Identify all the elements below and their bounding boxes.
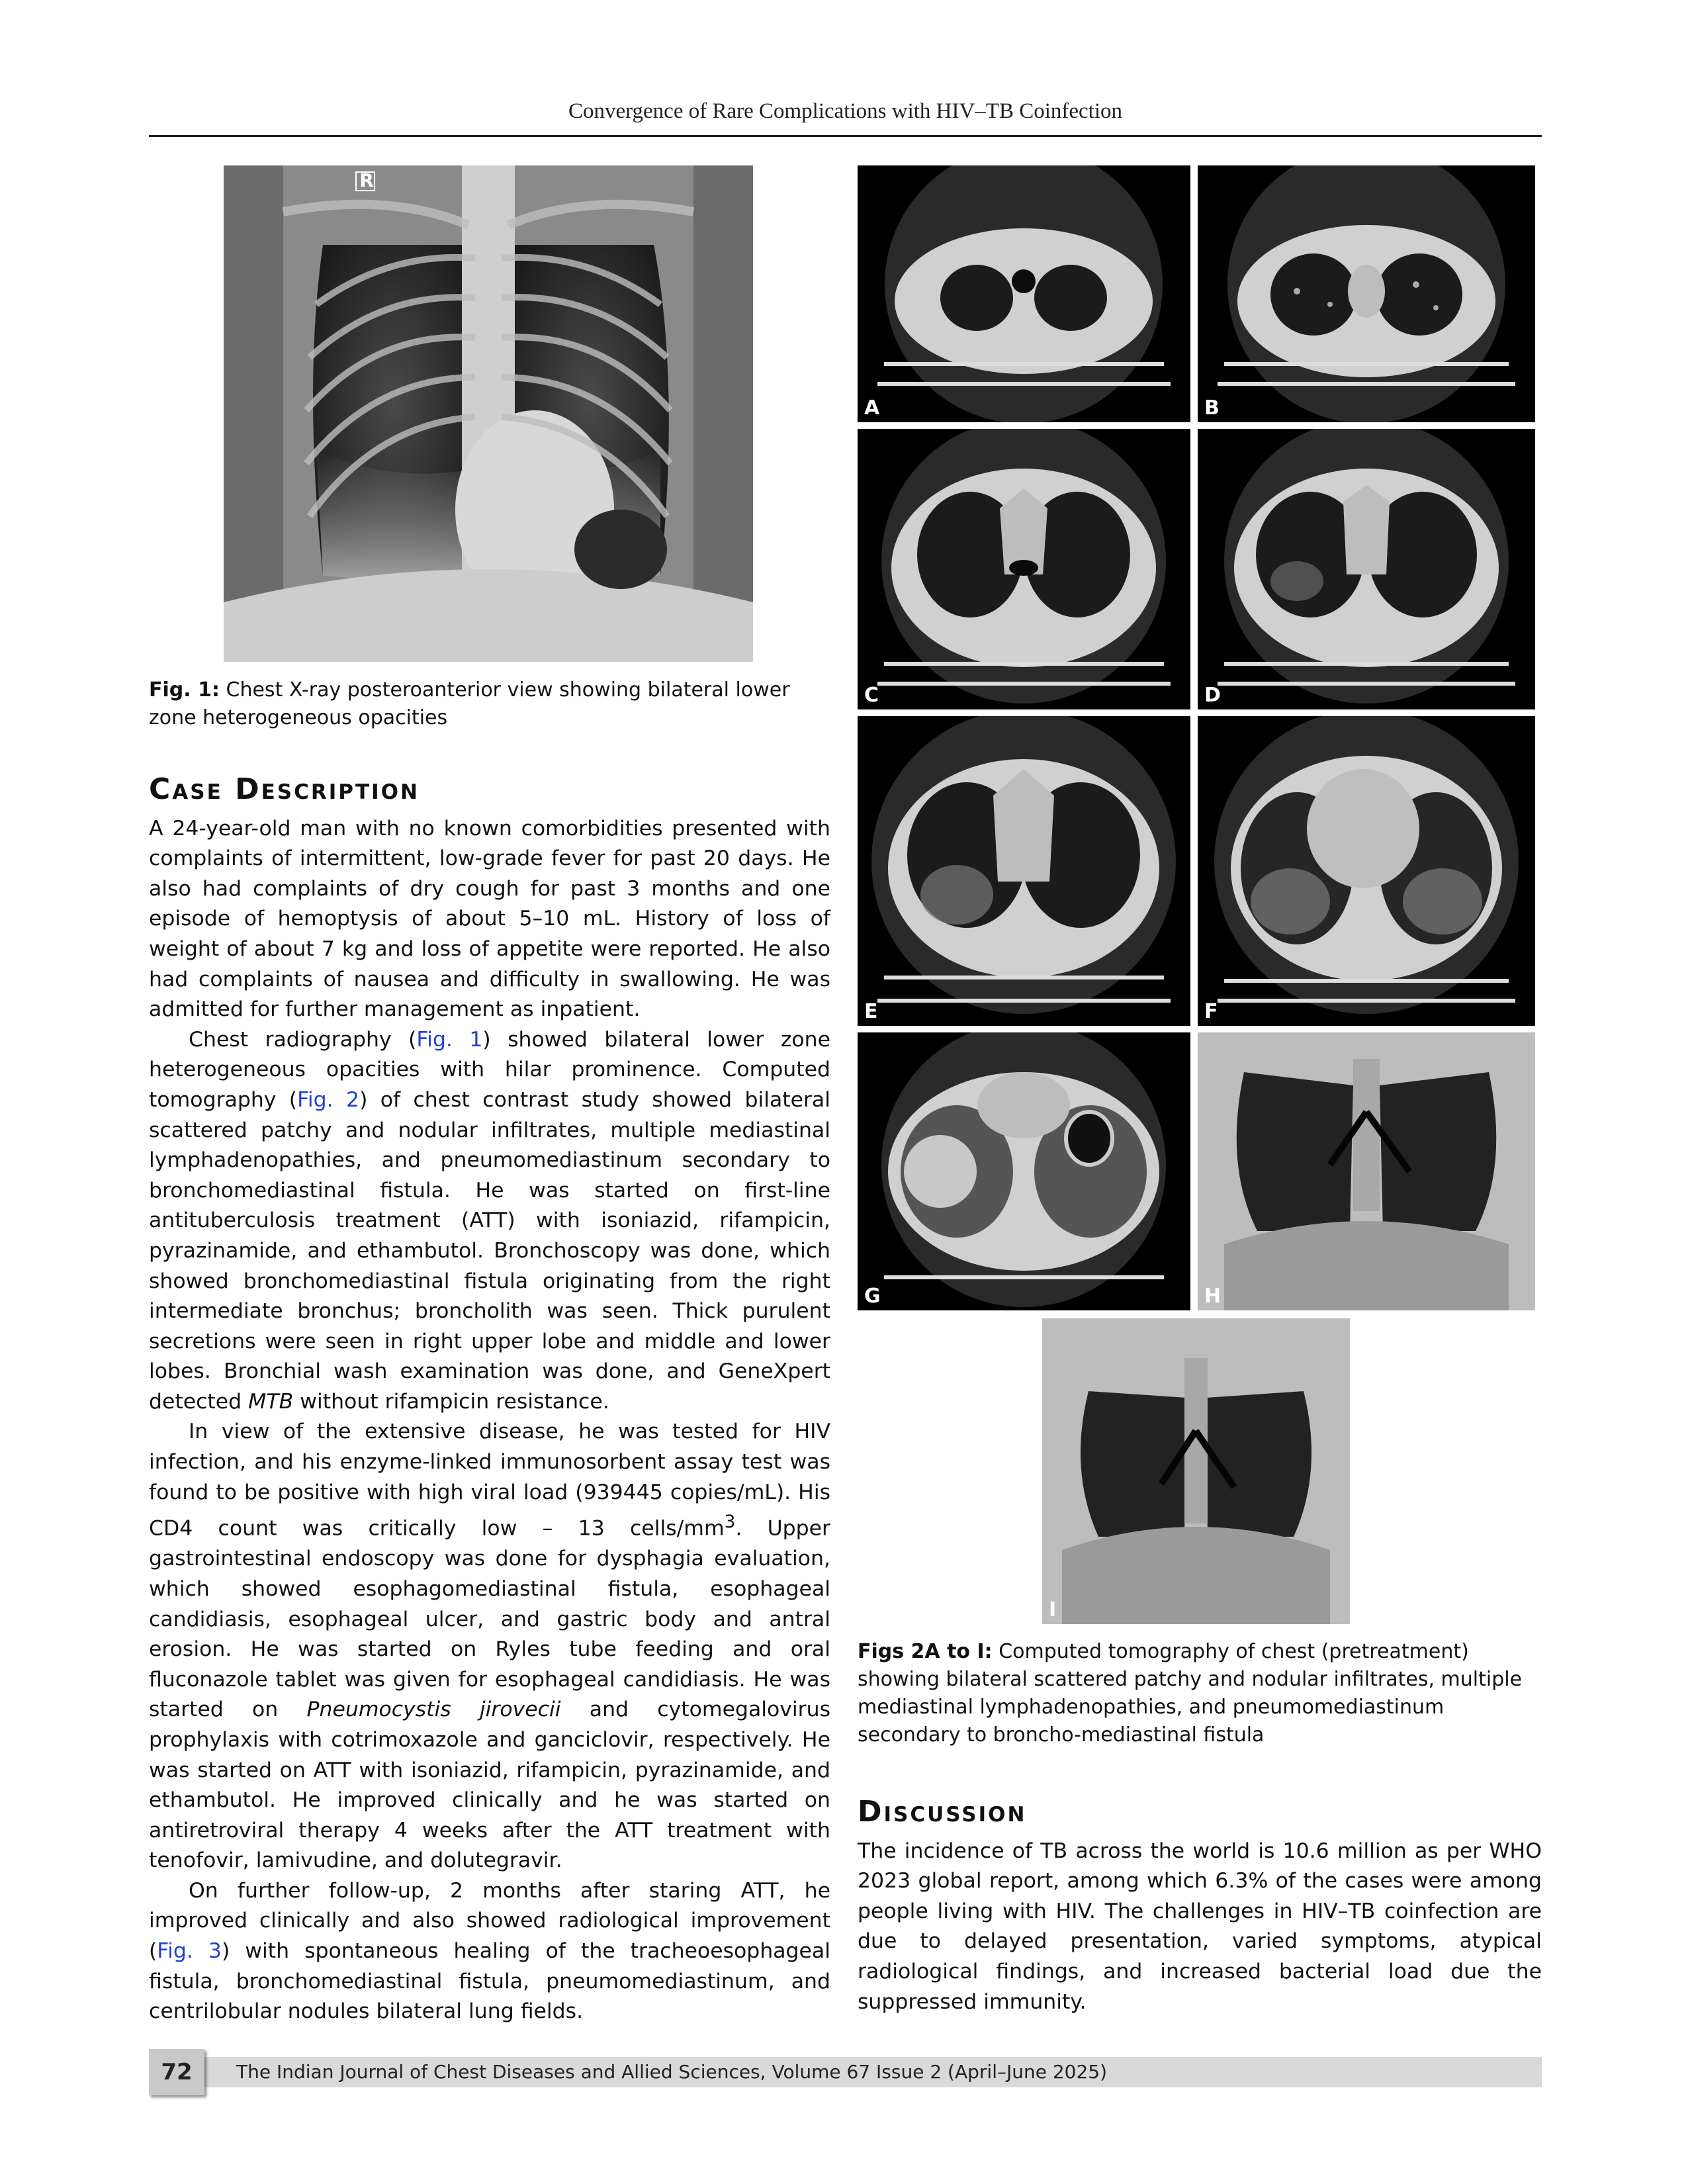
fig1-chest-xray bbox=[224, 165, 753, 662]
ct-panel-h-label: H bbox=[1204, 1285, 1222, 1308]
p3-superscript: 3 bbox=[724, 1512, 736, 1533]
ct-panel-a bbox=[858, 165, 1190, 422]
case-paragraph-4 bbox=[149, 1876, 830, 2027]
ct-panel-e-label: E bbox=[864, 1000, 878, 1023]
fig1-link[interactable]: Fig. 1 bbox=[416, 1027, 483, 1052]
fig1-caption-label: Fig. 1: bbox=[149, 678, 220, 702]
case-paragraph-3 bbox=[149, 1417, 830, 1876]
ct-panel-i bbox=[1042, 1318, 1350, 1624]
case-paragraph-2 bbox=[149, 1025, 830, 1418]
ct-panel-a-label: A bbox=[864, 396, 880, 420]
ct-panel-c-label: C bbox=[864, 684, 879, 707]
p2-text-b: ) showed bilateral lower zone heterogeneous opacities with hilar prominence. Computed tomography ( bbox=[149, 1027, 830, 1112]
header-rule bbox=[149, 135, 1542, 137]
ct-panel-i-label: I bbox=[1049, 1598, 1057, 1621]
journal-citation: The Indian Journal of Chest Diseases and Allied Sciences, Volume 67 Issue 2 (April–June 2025) bbox=[236, 2061, 1108, 2083]
fig2-link[interactable]: Fig. 2 bbox=[297, 1087, 360, 1112]
mtb-term: MTB bbox=[248, 1389, 294, 1414]
fig3-link[interactable]: Fig. 3 bbox=[157, 1939, 222, 1964]
ct-panel-h bbox=[1198, 1032, 1535, 1310]
p3-text-b: . Upper gastrointestinal endoscopy was done for dysphagia evaluation, which showed esophagomediastinal fistula, esophageal candidiasis, esophageal ulcer, and gastric body and antral erosion. He was started on Ryles tube feeding and oral fluconazole tablet was given for esophageal candidiasis. He was started on bbox=[149, 1516, 831, 1722]
p3-text-c: and cytomegalovirus prophylaxis with cotrimoxazole and ganciclovir, respectively. He was started on ATT with isoniazid, rifampicin, pyrazinamide, and ethambutol. He improved clinically and he was started on antiretroviral therapy 4 weeks after the ATT treatment with tenofovir, lamivudine, and dolutegravir. bbox=[149, 1698, 830, 1873]
xray-side-marker: R bbox=[359, 169, 374, 191]
p3-text-a: In view of the extensive disease, he was tested for HIV infection, and his enzyme-linked immunosorbent assay test was found to be positive with high viral load (939445 copies/mL). His CD4 count was critically low – 13 cells/mm bbox=[149, 1420, 830, 1541]
p4-text-a: On further follow-up, 2 months after staring ATT, he improved clinically and also showed radiological improvement ( bbox=[149, 1878, 830, 1964]
p2-text-a: Chest radiography ( bbox=[189, 1027, 417, 1052]
ct-panel-b bbox=[1198, 165, 1535, 422]
fig1-caption-text: Chest X-ray posteroanterior view showing bilateral lower zone heterogeneous opacities bbox=[149, 678, 790, 729]
ct-panel-d bbox=[1198, 429, 1535, 709]
discussion-heading: Discussion bbox=[858, 1795, 1027, 1829]
ct-panel-b-label: B bbox=[1204, 396, 1220, 420]
p4-text-b: ) with spontaneous healing of the tracheoesophageal fistula, bronchomediastinal fistula, pneumomediastinum, and centrilobular nodules bilateral lung fields. bbox=[149, 1939, 830, 2024]
ct-panel-g-label: G bbox=[864, 1285, 881, 1308]
case-paragraph-1: A 24-year-old man with no known comorbidities presented with complaints of intermittent, low-grade fever for past 20 days. He also had complaints of dry cough for past 3 months and one episode of hemoptysis of about 5–10 mL. History of loss of weight of about 7 kg and loss of appetite were reported. He also had complaints of nausea and difficulty in swallowing. He was admitted for further management as inpatient. bbox=[149, 816, 830, 1022]
discussion-paragraph-1: The incidence of TB across the world is 10.6 million as per WHO 2023 global report, among which 6.3% of the cases were among people living with HIV. The challenges in HIV–TB coinfection are due to delayed presentation, varied symptoms, atypical radiological findings, and increased bacterial load due the suppressed immunity. bbox=[858, 1839, 1542, 2014]
ct-panel-g bbox=[858, 1032, 1190, 1310]
ct-panel-d-label: D bbox=[1204, 684, 1221, 707]
ct-panel-e bbox=[858, 716, 1190, 1026]
fig2-caption-label: Figs 2A to I: bbox=[858, 1640, 993, 1663]
pneumocystis-term: Pneumocystis jirovecii bbox=[306, 1698, 561, 1722]
fig2-caption bbox=[858, 1638, 1539, 1749]
fig2-caption-text: Computed tomography of chest (pretreatment) showing bilateral scattered patchy and nodular infiltrates, multiple mediastinal lymphadenopathies, and pneumomediastinum secondary to broncho-mediastinal fistula bbox=[858, 1640, 1523, 1747]
ct-panel-f bbox=[1198, 716, 1535, 1026]
running-head: Convergence of Rare Complications with HIV–TB Coinfection bbox=[568, 99, 1123, 123]
p2-text-d: without rifampicin resistance. bbox=[293, 1389, 609, 1414]
page-number: 72 bbox=[149, 2049, 204, 2095]
p2-text-c: ) of chest contrast study showed bilateral scattered patchy and nodular infiltrates, multiple mediastinal lymphadenopathies, and pneumomediastinum secondary to bronchomediastinal fistula. He was started on first-line antituberculosis treatment (ATT) with isoniazid, rifampicin, pyrazinamide, and ethambutol. Bronchoscopy was done, which showed bronchomediastinal fistula originating from the right intermediate bronchus; broncholith was seen. Thick purulent secretions were seen in right upper lobe and middle and lower lobes. Bronchial wash examination was done, and GeneXpert detected bbox=[149, 1087, 830, 1414]
ct-panel-f-label: F bbox=[1204, 1000, 1218, 1023]
fig1-caption bbox=[149, 676, 830, 732]
case-description-heading: Case Description bbox=[149, 772, 420, 806]
ct-panel-c bbox=[858, 429, 1190, 709]
left-column bbox=[149, 774, 830, 2027]
right-column bbox=[858, 1797, 1542, 2017]
